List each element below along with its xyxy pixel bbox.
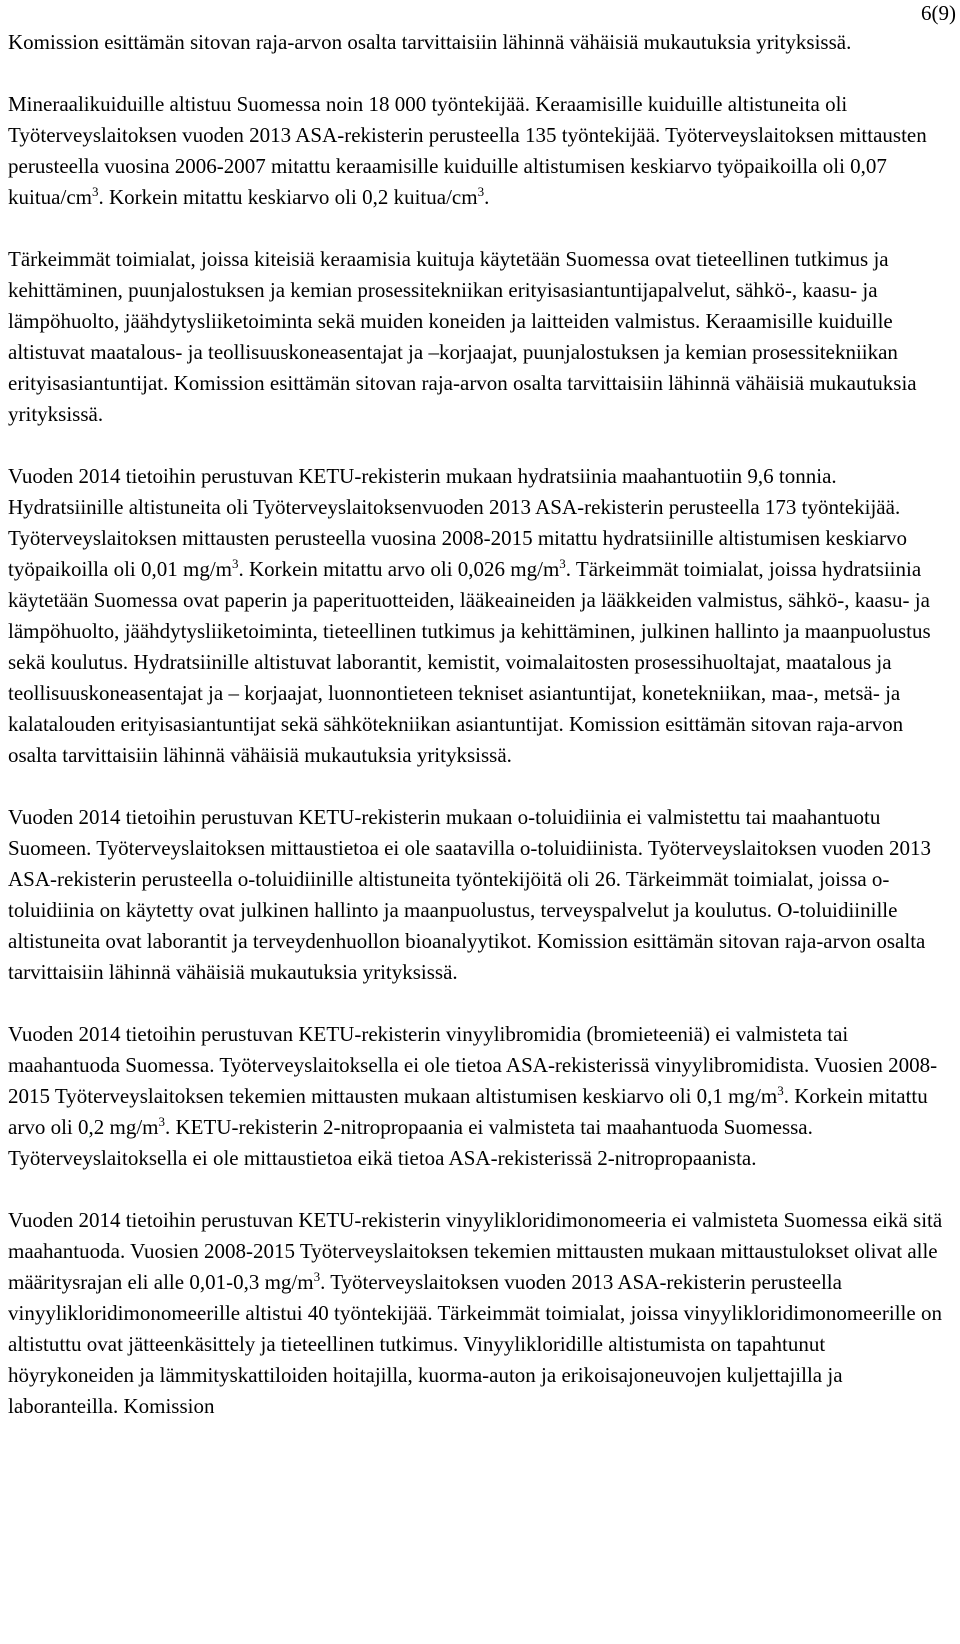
superscript: 3 (477, 184, 485, 199)
superscript: 3 (313, 1269, 321, 1284)
superscript: 3 (559, 556, 566, 571)
text-run: Vuoden 2014 tietoihin perustuvan KETU-rekisterin mukaan o-toluidiinia ei valmistettu tai maahantuotu Suomeen. Työterveyslaitoksen mittaustietoa ei ole saatavilla o-toluidiinista. Työterveyslaitoksen vuoden 2013 ASA-rekisterin perusteella o-toluidiinille altistuneita työntekijöitä oli 26. Tärkeimmät toimialat, joissa o-toluidiinia on käytetty ovat julkinen hallinto ja maanpuolustus, terveyspalvelut ja koulutus. O-toluidiinille altistuneita ovat laborantit ja terveydenhuollon bioanalyytikot. Komission esittämän sitovan raja-arvon osalta tarvittaisiin lähinnä vähäisiä mukautuksia yrityksissä. (8, 805, 932, 984)
text-run: . (484, 185, 490, 209)
text-run: Vuoden 2014 tietoihin perustuvan KETU-rekisterin vinyylibromidia (bromieteeniä) ei valmisteta tai maahantuoda Suomessa. Työterveyslaitoksella ei ole tietoa ASA-rekisterissä vinyylibromidista. Vuosien 2008-2015 Työterveyslaitoksen tekemien mittausten mukaan altistumisen keskiarvo oli 0,1 mg/m (8, 1022, 938, 1108)
paragraph (8, 461, 956, 771)
text-run: . Työterveyslaitoksen vuoden 2013 ASA-rekisterin perusteella vinyylikloridimonomeerille altistui 40 työntekijää. Tärkeimmät toimialat, joissa vinyylikloridimonomeerille on altistuttu ovat jätteenkäsittely ja tieteellinen tutkimus. Vinyylikloridille altistumista on tapahtunut höyrykoneiden ja lämmityskattiloiden hoitajilla, kuorma-auton ja erikoisajoneuvojen kuljettajilla ja laboranteilla. Komission (8, 1270, 942, 1418)
text-run: . Tärkeimmät toimialat, joissa hydratsiinia käytetään Suomessa ovat paperin ja paperituotteiden, lääkeaineiden ja lääkkeiden valmistus, sähkö-, kaasu- ja lämpöhuolto, jäähdytysliiketoiminta, tieteellinen tutkimus ja kehittäminen, julkinen hallinto ja maanpuolustus sekä koulutus. Hydratsiinille altistuvat laborantit, kemistit, voimalaitosten prosessihuoltajat, maatalous ja teollisuuskoneasentajat ja – korjaajat, luonnontieteen tekniset asiantuntijat, konetekniikan, maa-, metsä- ja kalatalouden erityisasiantuntijat sekä sähkötekniikan asiantuntijat. Komission esittämän sitovan raja-arvon osalta tarvittaisiin lähinnä vähäisiä mukautuksia yrityksissä. (8, 557, 931, 767)
paragraph (8, 1019, 956, 1174)
text-run: . KETU-rekisterin 2-nitropropaania ei valmisteta tai maahantuoda Suomessa. Työterveyslaitoksella ei ole mittaustietoa eikä tietoa ASA-rekisterissä 2-nitropropaanista. (8, 1115, 813, 1170)
document-body (8, 27, 956, 1422)
paragraph (8, 802, 956, 988)
superscript: 3 (777, 1083, 784, 1098)
text-run: Komission esittämän sitovan raja-arvon osalta tarvittaisiin lähinnä vähäisiä mukautuksia yrityksissä. (8, 30, 852, 54)
text-run: . Korkein mitattu arvo oli 0,2 mg/m (8, 1084, 928, 1139)
text-run: . Korkein mitattu arvo oli 0,026 mg/m (238, 557, 560, 581)
paragraph (8, 27, 956, 58)
paragraph (8, 89, 956, 213)
text-run: Vuoden 2014 tietoihin perustuvan KETU-rekisterin vinyylikloridimonomeeria ei valmisteta Suomessa eikä sitä maahantuoda. Vuosien 2008-2015 Työterveyslaitoksen tekemien mittausten mukaan mittaustulokset olivat alle määritysrajan eli alle 0,01-0,3 mg/m (8, 1208, 943, 1294)
superscript: 3 (91, 184, 99, 199)
text-run: . Korkein mitattu keskiarvo oli 0,2 kuitua/cm (98, 185, 478, 209)
page-number: 6(9) (921, 1, 956, 25)
superscript: 3 (158, 1114, 165, 1129)
text-run: Vuoden 2014 tietoihin perustuvan KETU-rekisterin mukaan hydratsiinia maahantuotiin 9,6 tonnia. Hydratsiinille altistuneita oli Työterveyslaitoksenvuoden 2013 ASA-rekisterin perusteella 173 työntekijää. Työterveyslaitoksen mittausten perusteella vuosina 2008-2015 mitattu hydratsiinille altistumisen keskiarvo työpaikoilla oli 0,01 mg/m (8, 464, 908, 581)
paragraph (8, 244, 956, 430)
superscript: 3 (232, 556, 239, 571)
paragraph (8, 1205, 956, 1422)
text-run: Mineraalikuiduille altistuu Suomessa noin 18 000 työntekijää. Keraamisille kuiduille altistuneita oli Työterveyslaitoksen vuoden 2013 ASA-rekisterin perusteella 135 työntekijää. Työterveyslaitoksen mittausten perusteella vuosina 2006-2007 mitattu keraamisille kuiduille altistumisen keskiarvo työpaikoilla oli 0,07 kuitua/cm (8, 92, 927, 209)
text-run: Tärkeimmät toimialat, joissa kiteisiä keraamisia kuituja käytetään Suomessa ovat tieteellinen tutkimus ja kehittäminen, puunjalostuksen ja kemian prosessitekniikan erityisasiantuntijapalvelut, sähkö-, kaasu- ja lämpöhuolto, jäähdytysliiketoiminta sekä muiden koneiden ja laitteiden valmistus. Keraamisille kuiduille altistuvat maatalous- ja teollisuuskoneasentajat ja –korjaajat, puunjalostuksen ja kemian prosessitekniikan erityisasiantuntijat. Komission esittämän sitovan raja-arvon osalta tarvittaisiin lähinnä vähäisiä mukautuksia yrityksissä. (8, 247, 917, 426)
